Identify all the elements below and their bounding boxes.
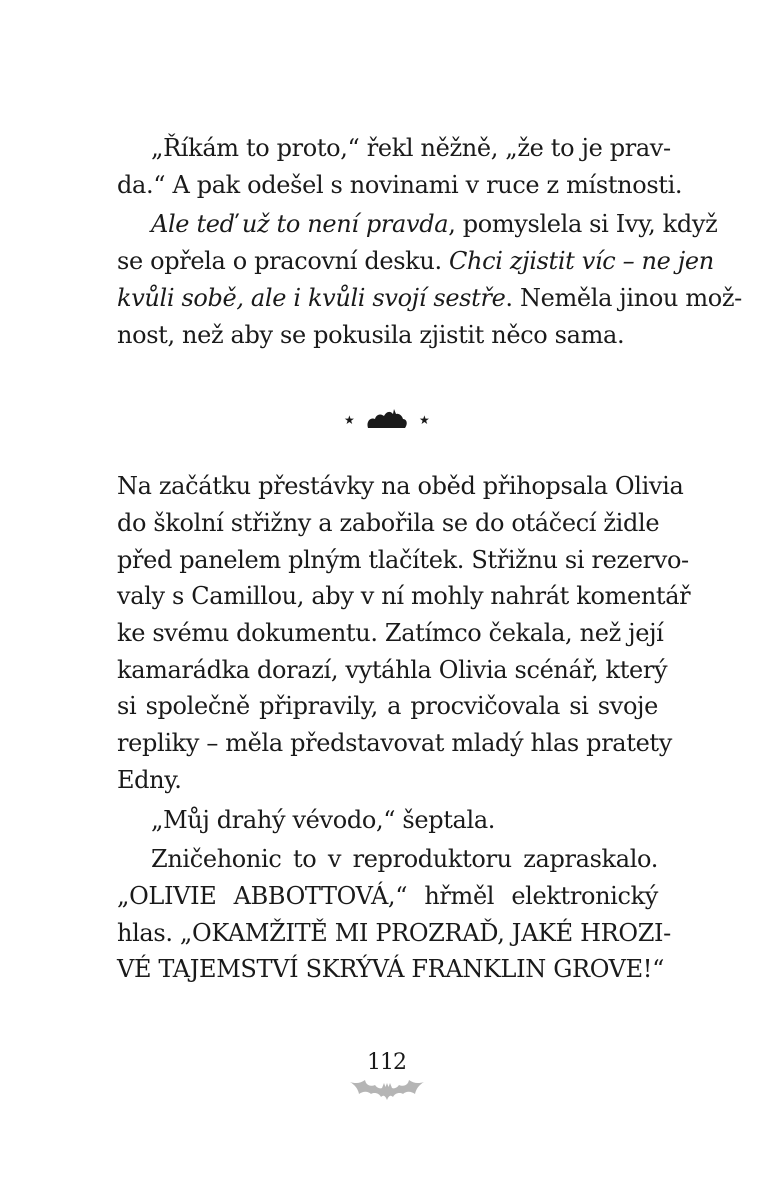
text-line: ke svému dokumentu. Zatímco čekala, než její bbox=[117, 619, 664, 648]
italic-text: Chci zjistit víc – ne jen bbox=[449, 247, 714, 276]
svg-text:★: ★ bbox=[418, 413, 430, 427]
text-run: , pomyslela si Ivy, když bbox=[448, 210, 718, 239]
text-line: do školní střižny a zabořila se do otáčecí židle bbox=[117, 508, 660, 537]
paragraph-1 bbox=[117, 130, 683, 203]
italic-text: Ale teď už to není pravda bbox=[151, 210, 449, 239]
paragraph-4 bbox=[117, 802, 658, 839]
text-line: před panelem plným tlačítek. Střižnu si rezervo- bbox=[117, 545, 689, 574]
text-line: repliky – měla představovat mladý hlas pratety bbox=[117, 729, 672, 758]
text-line: Zničehonic to v reproduktoru zapraskalo. bbox=[151, 845, 658, 874]
text-line: „Říkám to proto,“ řekl něžně, „že to je prav- bbox=[151, 134, 671, 162]
page-footer bbox=[0, 1050, 773, 1106]
text-line: nost, než aby se pokusila zjistit něco sama. bbox=[117, 320, 625, 349]
text-line: valy s Camillou, aby v ní mohly nahrát komentář bbox=[117, 582, 691, 611]
page-number: 112 bbox=[367, 1050, 406, 1075]
text-line bbox=[117, 206, 718, 243]
paragraph-3 bbox=[117, 468, 691, 798]
section-break-ornament bbox=[0, 400, 773, 436]
text-line bbox=[117, 243, 714, 280]
text-line: hlas. „OKAMŽITĚ MI PROZRAĎ, JAKÉ HROZI- bbox=[117, 918, 671, 947]
bat-icon bbox=[348, 1076, 426, 1102]
text-line: Na začátku přestávky na oběd přihopsala Olivia bbox=[117, 472, 684, 501]
text-line: VÉ TAJEMSTVÍ SKRÝVÁ FRANKLIN GROVE!“ bbox=[117, 955, 665, 984]
text-line: si společně připravily, a procvičovala si svoje bbox=[117, 692, 658, 721]
paragraph-2 bbox=[117, 206, 742, 353]
text-line: da.“ A pak odešel s novinami v ruce z místnosti. bbox=[117, 170, 683, 199]
italic-text: kvůli sobě, ale i kvůli svojí sestře bbox=[117, 283, 506, 312]
text-line: Edny. bbox=[117, 765, 182, 794]
text-line: „OLIVIE ABBOTTOVÁ,“ hřměl elektronický bbox=[117, 881, 658, 910]
text-line: „Můj drahý vévodo,“ šeptala. bbox=[151, 805, 496, 834]
text-line: kamarádka dorazí, vytáhla Olivia scénář, který bbox=[117, 655, 668, 684]
text-line bbox=[117, 280, 742, 317]
bat-with-stars-icon bbox=[332, 400, 442, 436]
paragraph-5 bbox=[117, 841, 671, 988]
page-body bbox=[117, 130, 742, 991]
text-run: se opřela o pracovní desku. bbox=[117, 247, 450, 276]
svg-text:★: ★ bbox=[343, 413, 355, 427]
text-run: . Neměla jinou mož- bbox=[505, 283, 742, 312]
